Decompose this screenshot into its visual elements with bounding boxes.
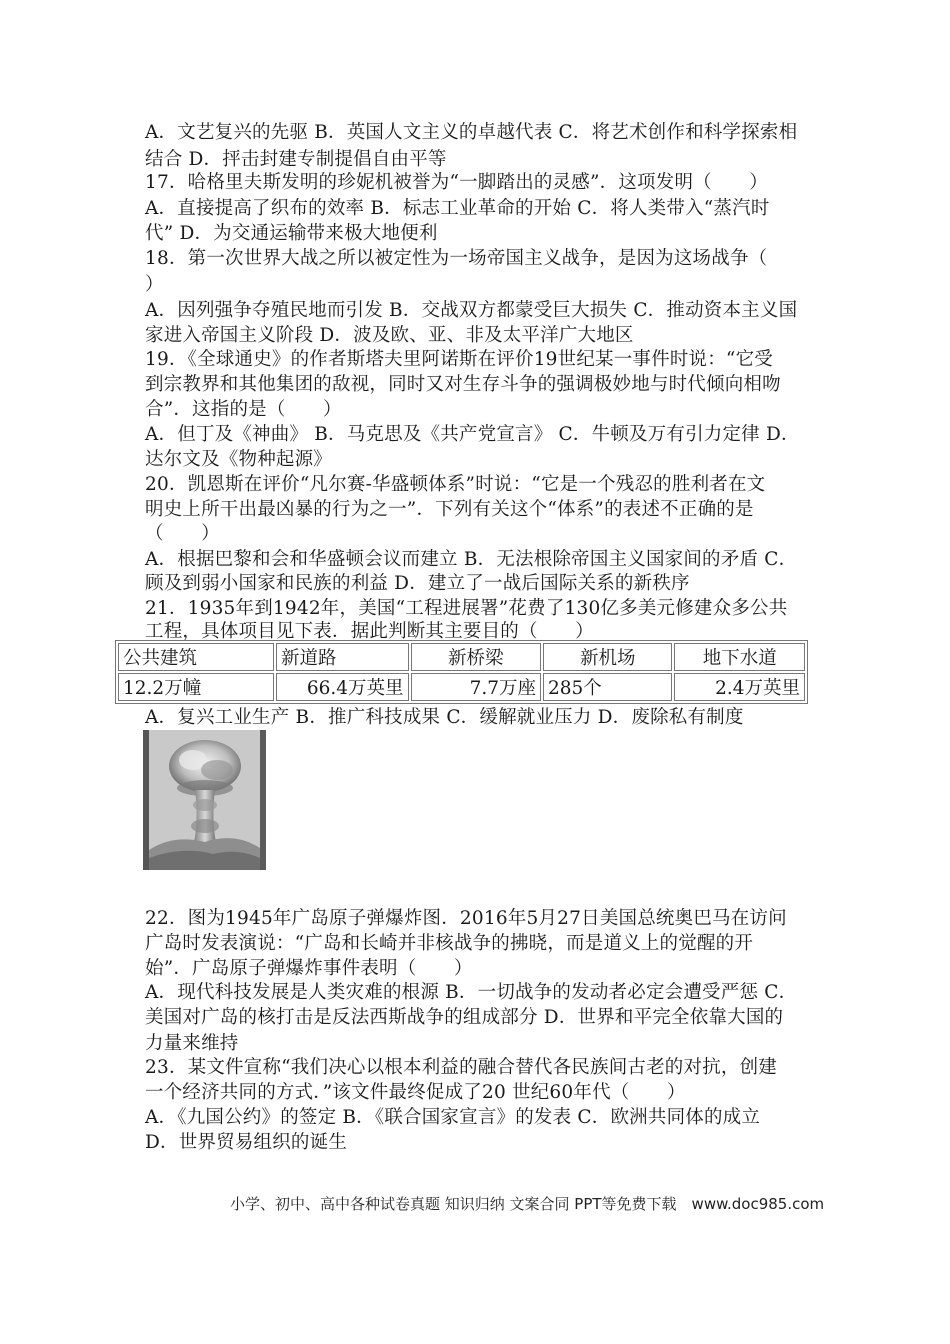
text-line: 合”．这指的是（ ） (145, 399, 342, 420)
question-20: 20．凯恩斯在评价“凡尔赛-华盛顿体系”时说：“它是一个残忍的胜利者在文 (145, 474, 766, 495)
text-line: 顾及到弱小国家和民族的利益 D．建立了一战后国际关系的新秩序 (145, 573, 690, 594)
text-line: 代” D．为交通运输带来极大地便利 (145, 223, 438, 244)
table-cell: 7.7万座 (411, 673, 541, 701)
table-header-cell: 新桥梁 (411, 643, 541, 671)
text-line: A．根据巴黎和会和华盛顿会议而建立 B．无法根除帝国主义国家间的矛盾 C． (145, 549, 798, 570)
text-line: 广岛时发表演说：“广岛和长崎并非核战争的拂晓，而是道义上的觉醒的开 (145, 933, 754, 954)
text-line: 到宗教界和其他集团的敌视，同时又对生存斗争的强调极妙地与时代倾向相吻 (145, 374, 781, 395)
text-line: 工程，具体项目见下表．据此判断其主要目的（ ） (145, 621, 594, 642)
text-line: A．现代科技发展是人类灾难的根源 B．一切战争的发动者必定会遭受严惩 C． (145, 982, 798, 1003)
mushroom-cloud-photo (143, 730, 266, 870)
table-header-cell: 新机场 (543, 643, 672, 671)
table-header-cell: 公共建筑 (118, 643, 274, 671)
text-line: A．《九国公约》的签定 B．《联合国家宣言》的发表 C．欧洲共同体的成立 (145, 1107, 761, 1128)
question-22: 22．图为1945年广岛原子弹爆炸图．2016年5月27日美国总统奥巴马在访问 (145, 908, 787, 929)
table-cell: 12.2万幢 (118, 673, 274, 701)
text-line: 始”．广岛原子弹爆炸事件表明（ ） (145, 958, 473, 979)
text-line: （ ） (145, 523, 220, 544)
text-line: A．复兴工业生产 B．推广科技成果 C．缓解就业压力 D．废除私有制度 (145, 707, 744, 728)
question-21: 21．1935年到1942年，美国“工程进展署”花费了130亿多美元修建众多公共 (145, 598, 788, 619)
text-line: A．因列强争夺殖民地而引发 B．交战双方都蒙受巨大损失 C．推动资本主义国 (145, 300, 798, 321)
question-23: 23．某文件宣称“我们决心以根本利益的融合替代各民族间古老的对抗，创建 (145, 1057, 778, 1078)
table-cell: 66.4万英里 (276, 673, 409, 701)
text-line: A．直接提高了织布的效率 B．标志工业革命的开始 C．将人类带入“蒸汽时 (145, 198, 770, 219)
table-cell: 285个 (543, 673, 672, 701)
text-line: 美国对广岛的核打击是反法西斯战争的组成部分 D．世界和平完全依靠大国的 (145, 1007, 784, 1028)
table-header-cell: 地下水道 (674, 643, 805, 671)
footer-text: 小学、初中、高中各种试卷真题 知识归纳 文案合同 PPT等免费下载 www.doc985.com (230, 1195, 825, 1213)
text-line: 家进入帝国主义阶段 D．波及欧、亚、非及太平洋广大地区 (145, 325, 634, 346)
table-header-cell: 新道路 (276, 643, 409, 671)
text-line: 一个经济共同的方式．”该文件最终促成了20 世纪60年代（ ） (145, 1082, 686, 1103)
text-line: D．世界贸易组织的诞生 (145, 1132, 348, 1153)
text-line: A．文艺复兴的先驱 B．英国人文主义的卓越代表 C．将艺术创作和科学探索相 (145, 122, 798, 143)
text-line: 力量来维持 (145, 1033, 239, 1054)
table-cell: 2.4万英里 (674, 673, 805, 701)
question-17: 17．哈格里夫斯发明的珍妮机被誉为“一脚踏出的灵感”．这项发明（ ） (145, 172, 768, 193)
text-line: 结合 D．抨击封建专制提倡自由平等 (145, 149, 447, 170)
text-line: A．但丁及《神曲》 B．马克思及《共产党宣言》 C．牛顿及万有引力定律 D． (145, 424, 800, 445)
table-row (118, 673, 805, 701)
question-18: 18．第一次世界大战之所以被定性为一场帝国主义战争，是因为这场战争（ (145, 248, 768, 269)
table-header-row (118, 643, 805, 671)
text-line: 明史上所干出最凶暴的行为之一”．下列有关这个“体系”的表述不正确的是 (145, 499, 754, 520)
text-line: ） (145, 274, 164, 295)
public-works-table (115, 640, 808, 704)
question-19: 19．《全球通史》的作者斯塔夫里阿诺斯在评价19世纪某一事件时说：“它受 (145, 349, 773, 370)
text-line: 达尔文及《物种起源》 (145, 449, 333, 470)
